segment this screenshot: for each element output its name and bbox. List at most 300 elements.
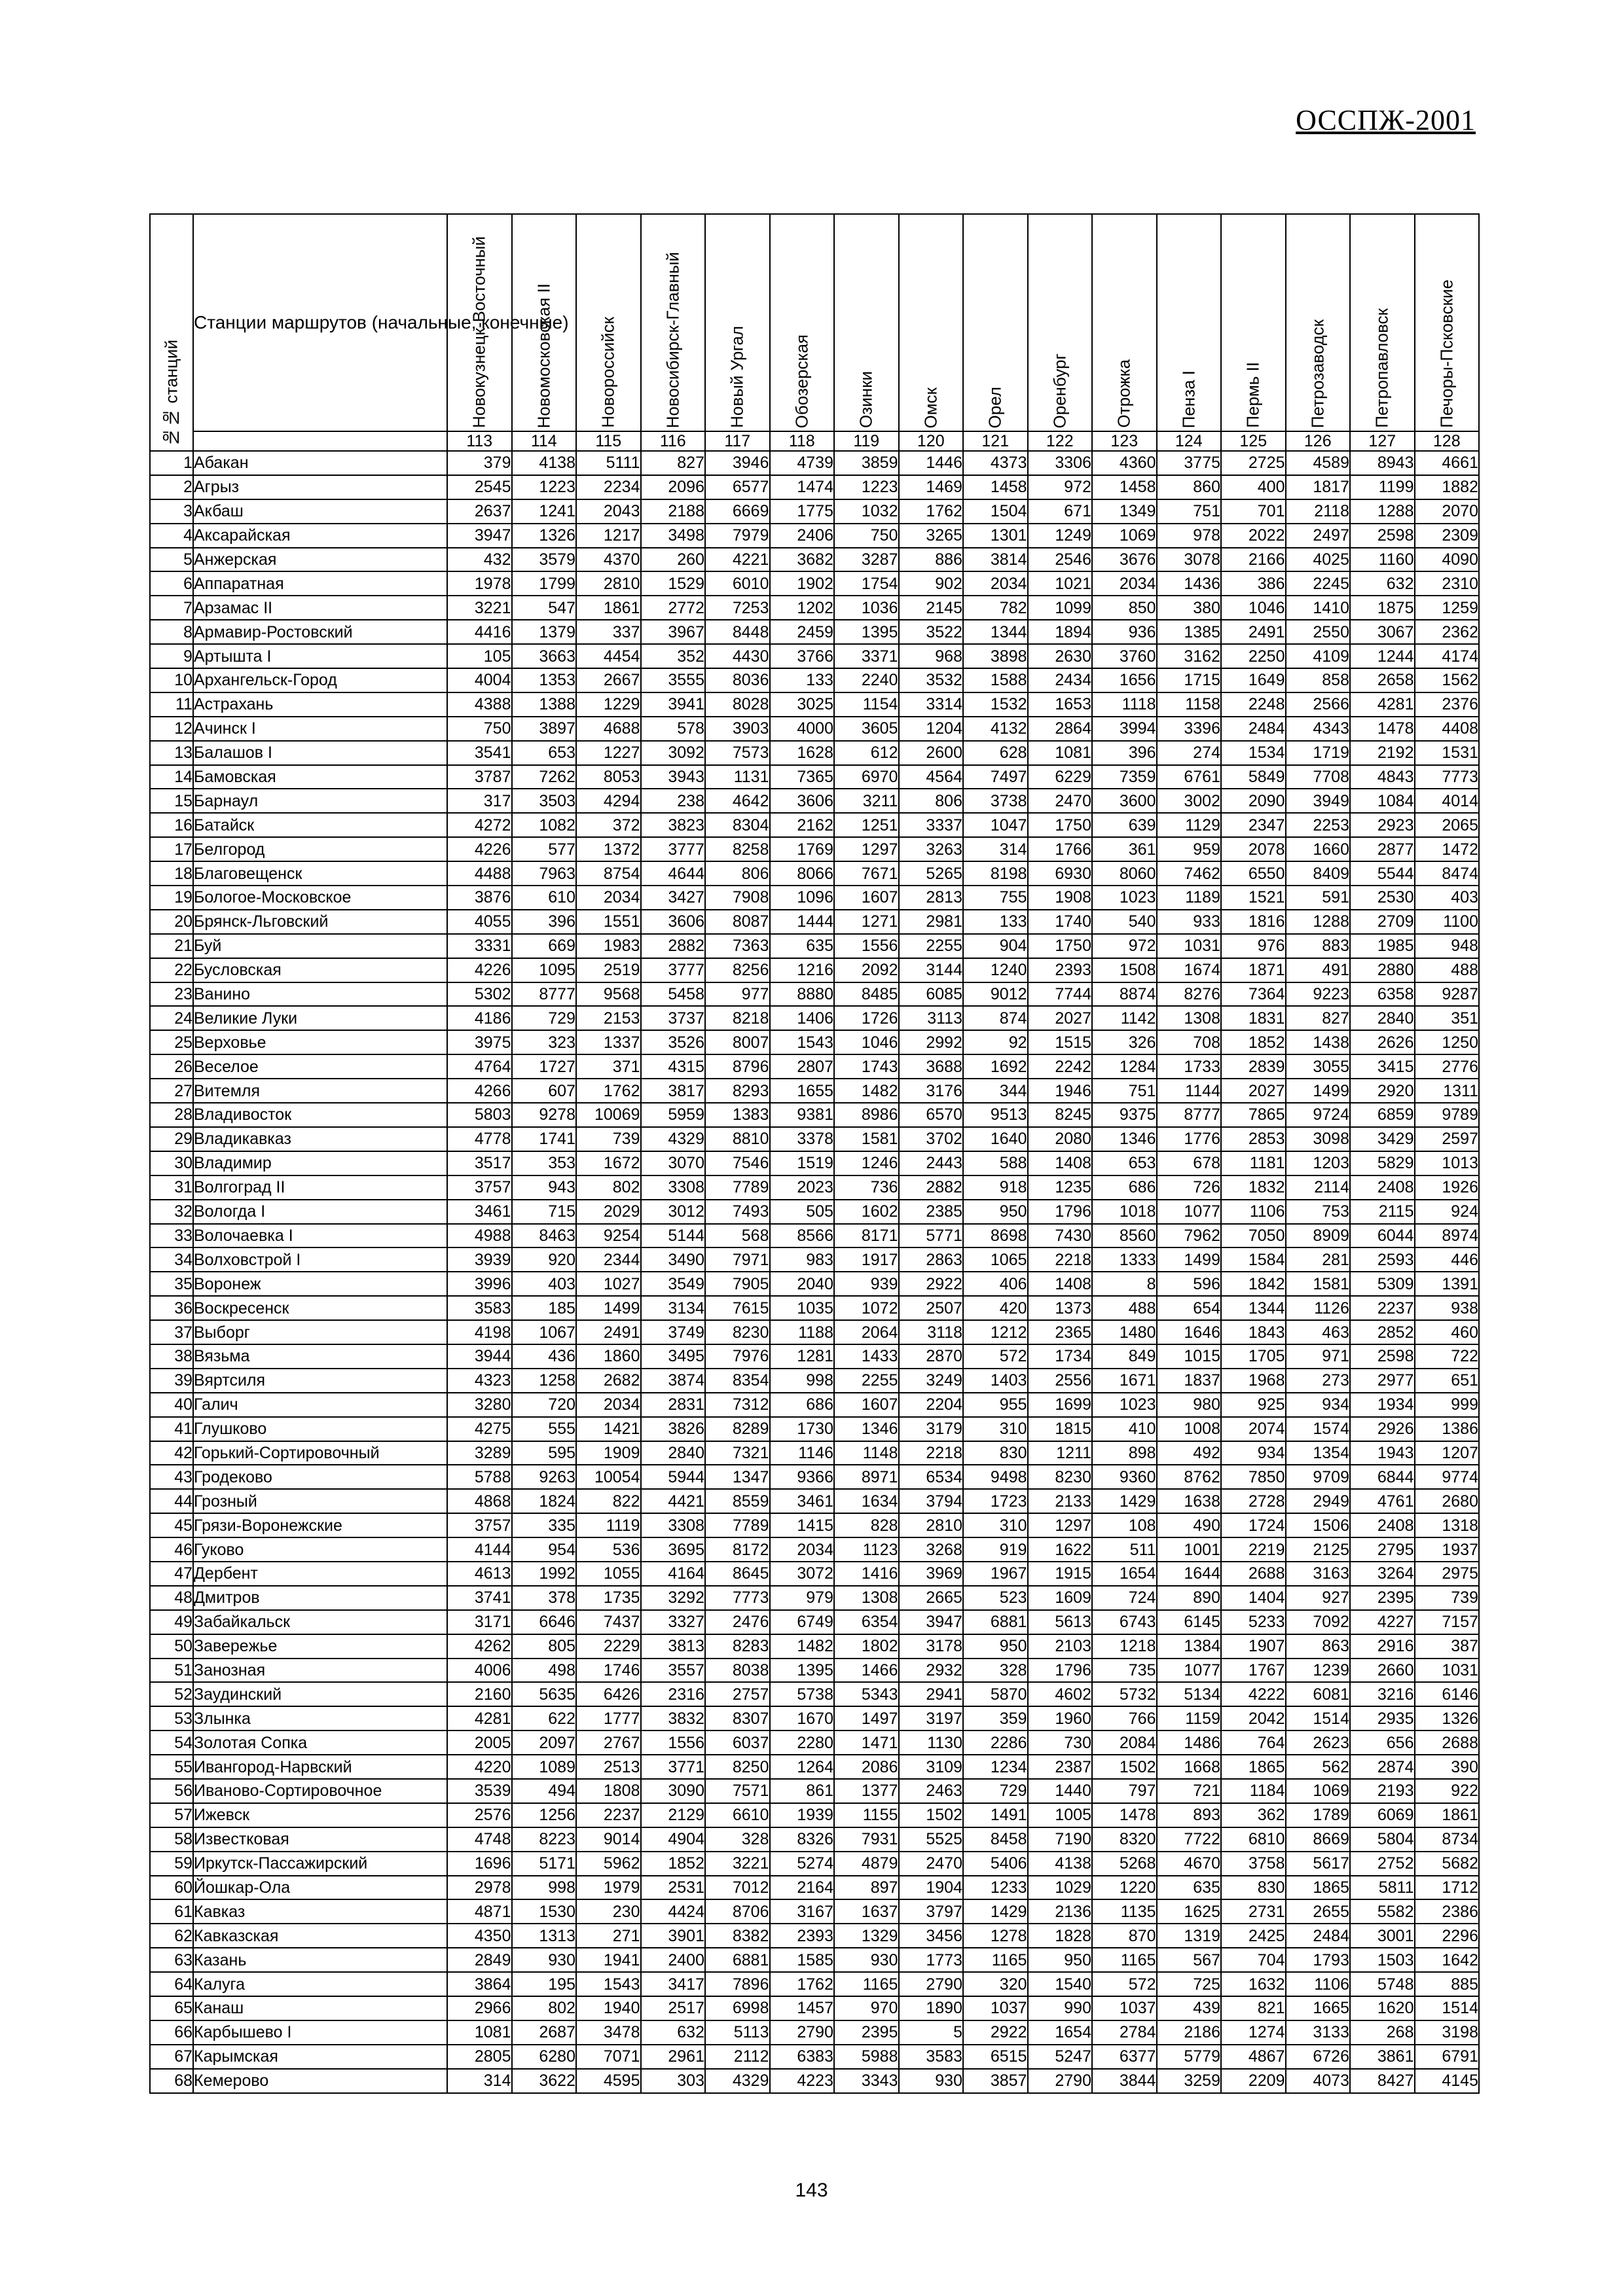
distance-cell: 359	[963, 1706, 1028, 1731]
station-index: 51	[150, 1659, 193, 1683]
distance-cell: 2530	[1350, 886, 1415, 910]
distance-cell: 4329	[641, 1127, 706, 1151]
station-name: Глушково	[193, 1417, 447, 1441]
distance-cell: 5233	[1221, 1610, 1286, 1634]
distance-cell: 6761	[1157, 765, 1222, 789]
distance-cell: 1939	[770, 1803, 835, 1827]
distance-cell: 1001	[1157, 1537, 1222, 1562]
distance-cell: 7773	[1415, 765, 1480, 789]
distance-cell: 1671	[1092, 1369, 1157, 1393]
distance-cell: 806	[705, 861, 770, 886]
distance-cell: 1985	[1350, 934, 1415, 958]
column-header: Новосибирск-Главный	[641, 214, 706, 431]
distance-cell: 1373	[1028, 1296, 1093, 1320]
distance-cell: 1665	[1286, 1996, 1351, 2020]
distance-cell: 5144	[641, 1224, 706, 1248]
distance-cell: 990	[1028, 1996, 1093, 2020]
distance-cell: 3337	[899, 813, 964, 837]
station-index: 2	[150, 475, 193, 499]
distance-cell: 821	[1221, 1996, 1286, 2020]
distance-cell: 2877	[1350, 837, 1415, 861]
distance-cell: 4644	[641, 861, 706, 886]
table-row	[150, 910, 1479, 934]
distance-cell: 3579	[512, 548, 577, 572]
distance-cell: 9263	[512, 1465, 577, 1489]
distance-cell: 3343	[834, 2069, 899, 2093]
distance-cell: 488	[1415, 958, 1480, 982]
distance-cell: 2362	[1415, 620, 1480, 644]
distance-cell: 1882	[1415, 475, 1480, 499]
distance-cell: 1497	[834, 1706, 899, 1731]
station-name: Воронеж	[193, 1272, 447, 1296]
distance-table	[149, 213, 1480, 2094]
distance-cell: 1031	[1415, 1659, 1480, 1683]
table-row	[150, 1899, 1479, 1924]
distance-cell: 1817	[1286, 475, 1351, 499]
station-name: Армавир-Ростовский	[193, 620, 447, 644]
distance-cell: 8320	[1092, 1827, 1157, 1852]
table-row	[150, 789, 1479, 813]
distance-cell: 10069	[576, 1103, 641, 1127]
distance-cell: 230	[576, 1899, 641, 1924]
distance-cell: 4868	[447, 1489, 512, 1513]
distance-cell: 1032	[834, 499, 899, 524]
station-index: 41	[150, 1417, 193, 1441]
distance-cell: 2882	[899, 1175, 964, 1200]
distance-cell: 3002	[1157, 789, 1222, 813]
distance-cell: 2385	[899, 1200, 964, 1224]
distance-cell: 3289	[447, 1441, 512, 1465]
distance-cell: 1308	[1157, 1006, 1222, 1030]
distance-cell: 6044	[1350, 1224, 1415, 1248]
station-name: Благовещенск	[193, 861, 447, 886]
distance-cell: 4904	[641, 1827, 706, 1852]
distance-cell: 1457	[770, 1996, 835, 2020]
distance-cell: 6145	[1157, 1610, 1222, 1634]
distance-cell: 7157	[1415, 1610, 1480, 1634]
distance-cell: 3522	[899, 620, 964, 644]
column-number: 113	[447, 431, 512, 451]
distance-cell: 492	[1157, 1441, 1222, 1465]
distance-cell: 3817	[641, 1079, 706, 1103]
distance-cell: 3901	[641, 1924, 706, 1948]
distance-cell: 7744	[1028, 982, 1093, 1007]
distance-cell: 2114	[1286, 1175, 1351, 1200]
distance-cell: 2926	[1350, 1417, 1415, 1441]
distance-cell: 8245	[1028, 1103, 1093, 1127]
distance-cell: 5617	[1286, 1852, 1351, 1876]
distance-cell: 2882	[641, 934, 706, 958]
distance-cell: 2874	[1350, 1755, 1415, 1779]
distance-cell: 849	[1092, 1344, 1157, 1369]
table-row	[150, 1393, 1479, 1417]
distance-cell: 2757	[705, 1682, 770, 1706]
distance-cell: 1734	[1028, 1344, 1093, 1369]
distance-cell: 1126	[1286, 1296, 1351, 1320]
distance-cell: 9278	[512, 1103, 577, 1127]
distance-cell: 729	[963, 1779, 1028, 1803]
distance-cell: 2092	[834, 958, 899, 982]
distance-cell: 1668	[1157, 1755, 1222, 1779]
distance-cell: 2022	[1221, 524, 1286, 548]
distance-cell: 1543	[770, 1030, 835, 1054]
distance-cell: 4564	[899, 765, 964, 789]
distance-cell: 2153	[576, 1006, 641, 1030]
distance-cell: 3197	[899, 1706, 964, 1731]
table-row	[150, 861, 1479, 886]
distance-cell: 2728	[1221, 1489, 1286, 1513]
distance-cell: 1735	[576, 1586, 641, 1610]
distance-cell: 595	[512, 1441, 577, 1465]
distance-cell: 2550	[1286, 620, 1351, 644]
distance-cell: 7497	[963, 765, 1028, 789]
distance-cell: 2556	[1028, 1369, 1093, 1393]
distance-cell: 1521	[1221, 886, 1286, 910]
distance-cell: 1719	[1286, 741, 1351, 765]
distance-cell: 260	[641, 548, 706, 572]
distance-cell: 8223	[512, 1827, 577, 1852]
distance-cell: 3775	[1157, 451, 1222, 475]
distance-cell: 1410	[1286, 596, 1351, 620]
column-header: Петропавловск	[1350, 214, 1415, 431]
station-index: 19	[150, 886, 193, 910]
distance-cell: 1118	[1092, 692, 1157, 717]
distance-cell: 3176	[899, 1079, 964, 1103]
distance-cell: 3583	[899, 2045, 964, 2069]
distance-cell: 578	[641, 717, 706, 741]
distance-cell: 1620	[1350, 1996, 1415, 2020]
distance-cell: 596	[1157, 1272, 1222, 1296]
distance-cell: 281	[1286, 1247, 1351, 1272]
distance-cell: 3605	[834, 717, 899, 741]
distance-cell: 3996	[447, 1272, 512, 1296]
distance-cell: 1674	[1157, 958, 1222, 982]
distance-cell: 4145	[1415, 2069, 1480, 2093]
distance-cell: 572	[1092, 1972, 1157, 1996]
distance-cell: 568	[705, 1224, 770, 1248]
distance-cell: 7905	[705, 1272, 770, 1296]
distance-cell: 1438	[1286, 1030, 1351, 1054]
distance-cell: 1632	[1221, 1972, 1286, 1996]
distance-cell: 1337	[576, 1030, 641, 1054]
distance-cell: 2395	[834, 2020, 899, 2045]
distance-cell: 4739	[770, 451, 835, 475]
distance-cell: 2598	[1350, 1344, 1415, 1369]
distance-cell: 2470	[1028, 789, 1093, 813]
distance-cell: 1692	[963, 1054, 1028, 1079]
distance-cell: 1301	[963, 524, 1028, 548]
distance-cell: 797	[1092, 1779, 1157, 1803]
distance-cell: 1832	[1221, 1175, 1286, 1200]
distance-cell: 1915	[1028, 1562, 1093, 1586]
distance-cell: 4198	[447, 1320, 512, 1344]
distance-cell: 1634	[834, 1489, 899, 1513]
distance-cell: 977	[705, 982, 770, 1007]
distance-cell: 8796	[705, 1054, 770, 1079]
station-name: Йошкар-Ола	[193, 1876, 447, 1900]
distance-cell: 3012	[641, 1200, 706, 1224]
distance-cell: 7437	[576, 1610, 641, 1634]
distance-cell: 410	[1092, 1417, 1157, 1441]
distance-cell: 920	[512, 1247, 577, 1272]
distance-cell: 1656	[1092, 668, 1157, 692]
distance-cell: 4329	[705, 2069, 770, 2093]
distance-cell: 1142	[1092, 1006, 1157, 1030]
distance-cell: 3263	[899, 837, 964, 861]
distance-cell: 2941	[899, 1682, 964, 1706]
distance-cell: 8326	[770, 1827, 835, 1852]
distance-cell: 9287	[1415, 982, 1480, 1007]
distance-cell: 2725	[1221, 451, 1286, 475]
distance-cell: 3771	[641, 1755, 706, 1779]
station-name: Буй	[193, 934, 447, 958]
station-index: 16	[150, 813, 193, 837]
column-header: Отрожка	[1092, 214, 1157, 431]
station-index: 64	[150, 1972, 193, 1996]
table-row	[150, 1030, 1479, 1054]
distance-cell: 1762	[770, 1972, 835, 1996]
distance-cell: 3947	[899, 1610, 964, 1634]
table-row	[150, 548, 1479, 572]
distance-cell: 1543	[576, 1972, 641, 1996]
table-row	[150, 1006, 1479, 1030]
distance-cell: 1482	[834, 1079, 899, 1103]
distance-cell: 7190	[1028, 1827, 1093, 1852]
distance-cell: 2497	[1286, 524, 1351, 548]
table-row	[150, 1996, 1479, 2020]
table-row	[150, 1827, 1479, 1852]
distance-cell: 1346	[834, 1417, 899, 1441]
station-name: Белгород	[193, 837, 447, 861]
distance-cell: 806	[899, 789, 964, 813]
distance-cell: 897	[834, 1876, 899, 1900]
distance-cell: 2237	[1350, 1296, 1415, 1320]
distance-cell: 2250	[1221, 644, 1286, 668]
distance-cell: 4226	[447, 958, 512, 982]
distance-cell: 3876	[447, 886, 512, 910]
distance-cell: 8566	[770, 1224, 835, 1248]
distance-cell: 3078	[1157, 548, 1222, 572]
distance-cell: 1251	[834, 813, 899, 837]
distance-cell: 5988	[834, 2045, 899, 2069]
station-index: 13	[150, 741, 193, 765]
distance-cell: 802	[512, 1996, 577, 2020]
distance-cell: 1796	[1028, 1200, 1093, 1224]
distance-cell: 3874	[641, 1369, 706, 1393]
distance-cell: 1233	[963, 1876, 1028, 1900]
distance-cell: 2752	[1350, 1852, 1415, 1876]
distance-cell: 1802	[834, 1634, 899, 1659]
distance-cell: 4688	[576, 717, 641, 741]
distance-cell: 8734	[1415, 1827, 1480, 1852]
station-index: 45	[150, 1513, 193, 1537]
distance-cell: 567	[1157, 1948, 1222, 1972]
distance-cell: 1715	[1157, 668, 1222, 692]
distance-cell: 4988	[447, 1224, 512, 1248]
station-name: Брянск-Льговский	[193, 910, 447, 934]
distance-cell: 386	[1221, 571, 1286, 596]
distance-cell: 5406	[963, 1852, 1028, 1876]
station-index: 59	[150, 1852, 193, 1876]
distance-cell: 591	[1286, 886, 1351, 910]
distance-cell: 1514	[1415, 1996, 1480, 2020]
distance-cell: 310	[963, 1513, 1028, 1537]
station-index: 25	[150, 1030, 193, 1054]
distance-cell: 1436	[1157, 571, 1222, 596]
station-index: 5	[150, 548, 193, 572]
distance-cell: 6930	[1028, 861, 1093, 886]
distance-cell: 1204	[899, 717, 964, 741]
distance-cell: 1637	[834, 1899, 899, 1924]
distance-cell: 3741	[447, 1586, 512, 1610]
table-row	[150, 1731, 1479, 1755]
distance-cell: 3823	[641, 813, 706, 837]
distance-cell: 2443	[899, 1151, 964, 1175]
distance-cell: 1824	[512, 1489, 577, 1513]
distance-cell: 1556	[641, 1731, 706, 1755]
distance-cell: 979	[770, 1586, 835, 1610]
distance-cell: 2164	[770, 1876, 835, 1900]
table-row	[150, 2069, 1479, 2093]
distance-cell: 7430	[1028, 1224, 1093, 1248]
distance-cell: 1937	[1415, 1537, 1480, 1562]
distance-cell: 5788	[447, 1465, 512, 1489]
distance-cell: 3606	[641, 910, 706, 934]
table-row	[150, 1417, 1479, 1441]
distance-cell: 1284	[1092, 1054, 1157, 1079]
distance-cell: 607	[512, 1079, 577, 1103]
distance-cell: 3738	[963, 789, 1028, 813]
distance-cell: 6354	[834, 1610, 899, 1634]
distance-cell: 3461	[770, 1489, 835, 1513]
distance-cell: 1534	[1221, 741, 1286, 765]
column-header: Орел	[963, 214, 1028, 431]
distance-cell: 323	[512, 1030, 577, 1054]
distance-cell: 1344	[963, 620, 1028, 644]
distance-cell: 948	[1415, 934, 1480, 958]
table-row	[150, 596, 1479, 620]
distance-cell: 1433	[834, 1344, 899, 1369]
distance-cell: 701	[1221, 499, 1286, 524]
distance-cell: 3600	[1092, 789, 1157, 813]
distance-cell: 4454	[576, 644, 641, 668]
distance-cell: 3859	[834, 451, 899, 475]
distance-cell: 8	[1092, 1272, 1157, 1296]
distance-cell: 1130	[899, 1731, 964, 1755]
distance-cell: 2425	[1221, 1924, 1286, 1948]
distance-cell: 1796	[1028, 1659, 1093, 1683]
table-row	[150, 741, 1479, 765]
distance-cell: 9014	[576, 1827, 641, 1852]
distance-cell: 8458	[963, 1827, 1028, 1852]
table-row	[150, 765, 1479, 789]
distance-cell: 850	[1092, 596, 1157, 620]
distance-cell: 1106	[1221, 1200, 1286, 1224]
distance-cell: 1203	[1286, 1151, 1351, 1175]
table-row	[150, 1706, 1479, 1731]
distance-cell: 1907	[1221, 1634, 1286, 1659]
distance-cell: 1943	[1350, 1441, 1415, 1465]
distance-cell: 8409	[1286, 861, 1351, 886]
distance-cell: 6280	[512, 2045, 577, 2069]
distance-cell: 4595	[576, 2069, 641, 2093]
distance-cell: 3994	[1092, 717, 1157, 741]
distance-cell: 886	[899, 548, 964, 572]
distance-cell: 6358	[1350, 982, 1415, 1007]
distance-cell: 4602	[1028, 1682, 1093, 1706]
distance-cell: 1815	[1028, 1417, 1093, 1441]
distance-cell: 1005	[1028, 1803, 1093, 1827]
distance-cell: 1777	[576, 1706, 641, 1731]
column-header: Печоры-Псковские	[1415, 214, 1480, 431]
distance-cell: 1404	[1221, 1586, 1286, 1610]
distance-cell: 751	[1157, 499, 1222, 524]
distance-cell: 1326	[512, 524, 577, 548]
distance-cell: 1081	[1028, 741, 1093, 765]
distance-cell: 3541	[447, 741, 512, 765]
distance-cell: 3498	[641, 524, 706, 548]
station-index: 10	[150, 668, 193, 692]
distance-cell: 238	[641, 789, 706, 813]
distance-cell: 2992	[899, 1030, 964, 1054]
distance-cell: 1609	[1028, 1586, 1093, 1610]
distance-cell: 2074	[1221, 1417, 1286, 1441]
distance-cell: 6669	[705, 499, 770, 524]
distance-cell: 1992	[512, 1562, 577, 1586]
station-name: Аксарайская	[193, 524, 447, 548]
distance-cell: 610	[512, 886, 577, 910]
distance-cell: 1444	[770, 910, 835, 934]
distance-cell: 2005	[447, 1731, 512, 1755]
distance-cell: 1733	[1157, 1054, 1222, 1079]
distance-cell: 2916	[1350, 1634, 1415, 1659]
table-row	[150, 1537, 1479, 1562]
distance-cell: 1472	[1415, 837, 1480, 861]
distance-cell: 7963	[512, 861, 577, 886]
distance-cell: 1983	[576, 934, 641, 958]
distance-cell: 8060	[1092, 861, 1157, 886]
distance-cell: 704	[1221, 1948, 1286, 1972]
distance-cell: 971	[1286, 1344, 1351, 1369]
distance-cell: 4223	[770, 2069, 835, 2093]
table-row	[150, 1755, 1479, 1779]
distance-cell: 460	[1415, 1320, 1480, 1344]
distance-cell: 653	[1092, 1151, 1157, 1175]
station-index: 28	[150, 1103, 193, 1127]
distance-cell: 1762	[899, 499, 964, 524]
distance-cell: 3688	[899, 1054, 964, 1079]
distance-cell: 2112	[705, 2045, 770, 2069]
distance-cell: 2129	[641, 1803, 706, 1827]
distance-cell: 2853	[1221, 1127, 1286, 1151]
distance-cell: 1250	[1415, 1030, 1480, 1054]
distance-cell: 1217	[576, 524, 641, 548]
distance-cell: 1789	[1286, 1803, 1351, 1827]
table-row	[150, 1296, 1479, 1320]
distance-cell: 3163	[1286, 1562, 1351, 1586]
station-name: Гродеково	[193, 1465, 447, 1489]
distance-cell: 2784	[1092, 2020, 1157, 2045]
distance-cell: 8810	[705, 1127, 770, 1151]
distance-cell: 3264	[1350, 1562, 1415, 1586]
distance-cell: 930	[512, 1948, 577, 1972]
distance-cell: 2204	[899, 1393, 964, 1417]
distance-cell: 403	[512, 1272, 577, 1296]
distance-cell: 2491	[576, 1320, 641, 1344]
distance-cell: 1672	[576, 1151, 641, 1175]
distance-cell: 2545	[447, 475, 512, 499]
table-row	[150, 1320, 1479, 1344]
